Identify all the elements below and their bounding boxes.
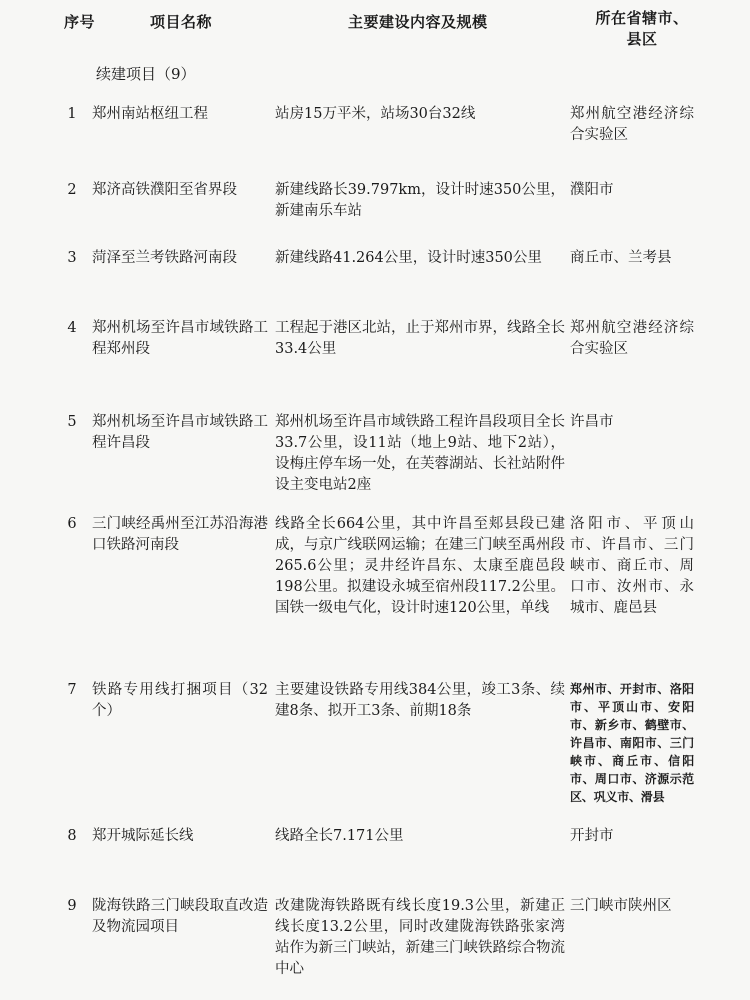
row-content: 新建线路41.264公里，设计时速350公里	[275, 250, 542, 266]
row-name: 陇海铁路三门峡段取直改造及物流园项目	[92, 898, 268, 935]
row-seq: 1	[67, 106, 77, 122]
section-label: 续建项目（9）	[96, 65, 196, 83]
row-content: 新建线路长39.797km，设计时速350公里，新建南乐车站	[275, 182, 565, 219]
row-content: 线路全长7.171公里	[275, 828, 404, 844]
row-location: 郑州市、开封市、洛阳市、平顶山市、安阳市、新乡市、鹤壁市、许昌市、南阳市、三门峡市、商丘市、信阳市、周口市、济源示范区、巩义市、滑县	[570, 682, 694, 804]
row-name: 铁路专用线打捆项目（32个）	[92, 682, 268, 719]
header-content: 主要建设内容及规模	[348, 13, 488, 31]
row-seq: 7	[67, 682, 77, 698]
row-seq: 4	[67, 320, 77, 336]
row-name: 三门峡经禹州至江苏沿海港口铁路河南段	[92, 516, 268, 553]
row-seq: 5	[67, 414, 77, 430]
row-seq: 9	[67, 898, 77, 914]
row-content: 工程起于港区北站，止于郑州市界，线路全长33.4公里	[275, 320, 565, 357]
row-name: 郑州机场至许昌市域铁路工程郑州段	[92, 320, 268, 357]
row-seq: 8	[67, 828, 77, 844]
row-location: 开封市	[570, 828, 614, 844]
row-seq: 2	[67, 182, 77, 198]
row-content: 站房15万平米，站场30台32线	[275, 106, 476, 122]
row-location: 濮阳市	[570, 182, 614, 198]
header-location: 所在省辖市、县区	[595, 9, 689, 48]
row-location: 三门峡市陕州区	[570, 898, 672, 914]
row-seq: 6	[67, 516, 77, 532]
row-content: 线路全长664公里，其中许昌至郏县段已建成，与京广线联网运输；在建三门峡至禹州段265.6公里；灵井经许昌东、太康至鹿邑段198公里。拟建设永城至宿州段117.2公里。国铁一级电气化，设计时速120公里，单线	[275, 516, 565, 616]
row-name: 郑济高铁濮阳至省界段	[92, 182, 237, 198]
row-location: 洛阳市、平顶山市、许昌市、三门峡市、商丘市、周口市、汝州市、永城市、鹿邑县	[570, 516, 694, 616]
row-name: 菏泽至兰考铁路河南段	[92, 250, 237, 266]
row-location: 郑州航空港经济综合实验区	[570, 320, 694, 357]
row-content: 改建陇海铁路既有线长度19.3公里，新建正线长度13.2公里，同时改建陇海铁路张家湾站作为新三门峡站，新建三门峡铁路综合物流中心	[275, 898, 565, 977]
row-content: 主要建设铁路专用线384公里，竣工3条、续建8条、拟开工3条、前期18条	[275, 682, 565, 719]
row-seq: 3	[67, 250, 77, 266]
row-content: 郑州机场至许昌市域铁路工程许昌段项目全长33.7公里，设11站（地上9站、地下2站），设梅庄停车场一处，在芙蓉湖站、长社站附件设主变电站2座	[275, 414, 565, 493]
row-name: 郑开城际延长线	[92, 828, 194, 844]
row-location: 商丘市、兰考县	[570, 250, 672, 266]
header-seq: 序号	[64, 13, 96, 31]
row-name: 郑州机场至许昌市域铁路工程许昌段	[92, 414, 268, 451]
header-project-name: 项目名称	[150, 13, 213, 31]
row-location: 许昌市	[570, 414, 614, 430]
row-name: 郑州南站枢纽工程	[92, 106, 208, 122]
row-location: 郑州航空港经济综合实验区	[570, 106, 694, 143]
